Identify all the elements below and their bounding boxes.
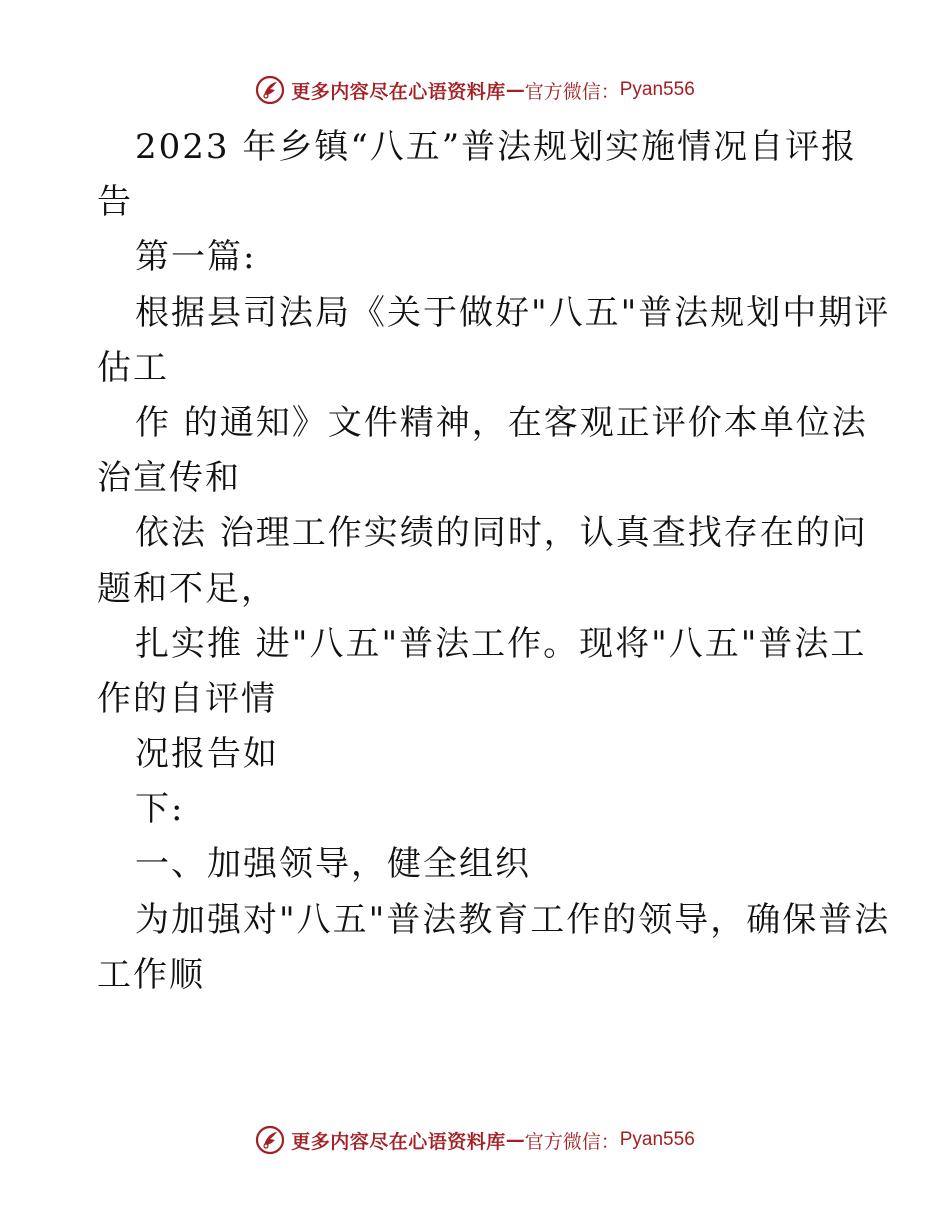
banner-wechat-label: 官方微信： (524, 80, 620, 103)
document-line: 扎实推 进"八五"普法工作。现将"八五"普法工 (135, 623, 867, 664)
brand-logo-icon (255, 1125, 285, 1155)
document-line: 为加强对"八五"普法教育工作的领导，确保普法 (135, 899, 891, 940)
document-line: 作的自评情 (97, 678, 277, 719)
banner-wechat-id: Pyan556 (619, 1129, 695, 1150)
footer-banner (0, 1122, 950, 1158)
banner-slogan: 更多内容尽在心语资料库 (291, 80, 506, 103)
document-body (97, 120, 891, 1003)
brand-logo-icon (255, 75, 285, 105)
banner-wechat-label: 官方微信： (524, 1130, 620, 1153)
banner-slogan: 更多内容尽在心语资料库 (291, 1130, 506, 1153)
banner-separator: — (505, 79, 525, 101)
document-line: 作 的通知》文件精神，在客观正评价本单位法 (135, 402, 868, 443)
document-line: 工作顺 (97, 954, 205, 995)
header-banner (0, 72, 950, 108)
document-line: 告 (97, 182, 133, 223)
document-line: 治宣传和 (97, 458, 241, 499)
document-line: 下: (135, 789, 185, 830)
banner-separator: — (505, 1129, 525, 1151)
banner-wechat-id: Pyan556 (619, 79, 695, 100)
document-line: 根据县司法局《关于做好"八五"普法规划中期评 (135, 292, 891, 333)
document-line: 题和不足， (97, 568, 277, 609)
document-line: 2023 年乡镇“八五”普法规划实施情况自评报 (135, 127, 858, 167)
document-line: 依法 治理工作实绩的同时，认真查找存在的问 (135, 513, 868, 554)
document-line: 第一篇: (135, 237, 257, 278)
document-line: 估工 (97, 347, 169, 388)
document-line: 一、加强领导，健全组织 (135, 844, 531, 885)
document-line: 况报告如 (135, 734, 279, 775)
